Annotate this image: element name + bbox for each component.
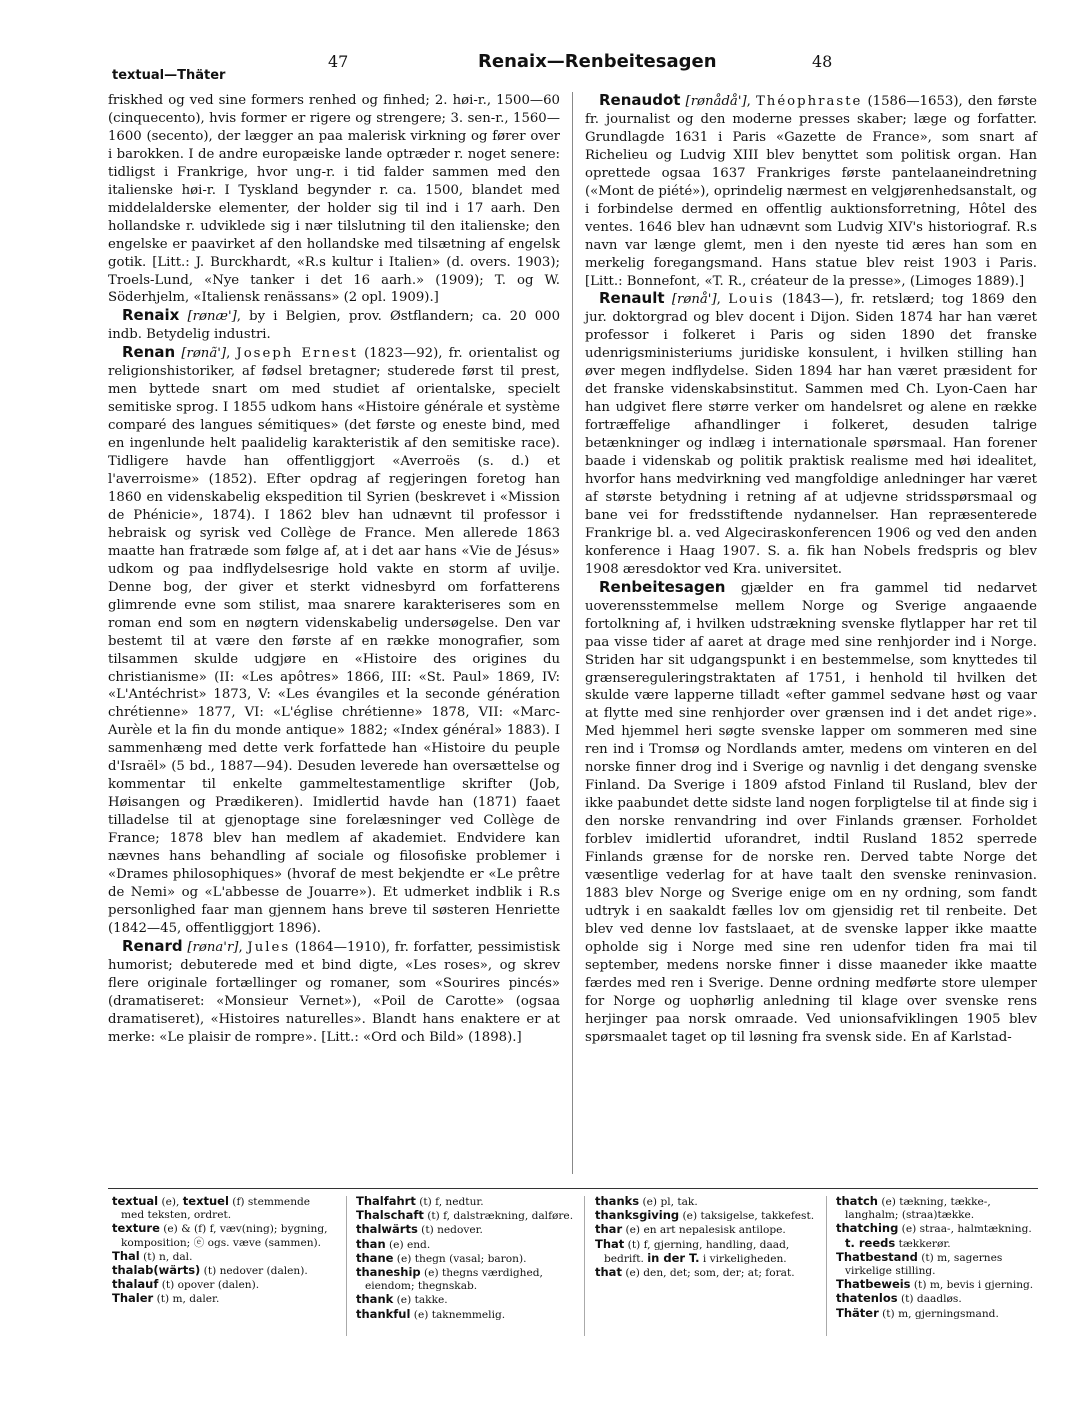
entry-text: (1843—), fr. retslærd; tog 1869 den jur. doktorgrad og blev docent i Dijon. Siden 1874 har han været professor i folkeret i Paris og siden 1890 det franske udenrigsministeriums juridiske konsulent, i hvilken stilling han øver megen indflydelse. Siden 1894 har han været præsident for det franske videnskabsinstitut. Sammen med Ch. Lyon-Caen har han udgivet flere større verker om handelsret og alene en række fortræffelige afhandlinger i folkeret, desuden talrige betænkninger og indlæg i internationale spørsmaal. Han forener baade i videnskab og politik praktisk realisme med høi idealitet, hvorfor hans medvirkning ved mangfoldige anledninger har været af største betydning i retning af at udjevne stridsspørsmaal og bane vei for fredsstiftende nydannelser. Han repræsenterede Frankrige bl. a. ved Algeciraskonferencen 1906 og ved den anden konference i Haag 1907. S. a. fik han Nobels fredspris og blev 1908 æresdoktor ved Kra. universitet.: [585, 292, 1037, 577]
entry-renan: Renan [rønã'], Joseph Ernest (1823—92), fr. orientalist og religionshistoriker, af fødsel bretagner; studerede først til prest, men byttede snart om med studiet af orientalske, specielt semitiske sprog. I 1855 udkom hans «Histoire générale et système comparé des langues sémitiques» (det første og eneste bind, med en ingenlunde helt paalidelig karakteristik af den semitiske race). Tidligere havde han offentliggjort «Averroës (s. d.) et l'averroisme» (1852). Efter opdrag af regjeringen foretog han 1860 en videnskabelig ekspedition til Syrien (beskrevet i «Mission de Phénicie», 1874). I 1862 blev han udnævnt til professor i hebraisk og syrisk ved Collège de France. Men allerede 1863 maatte han fratræde som følge af, at i det aar hans «Vie de Jésus» udkom og paa indflydelsesrige hold vakte en storm af uvilje. Denne bog, der giver et sterkt vidnesbyrd om forfatterens glimrende evne som stilist, maa snarere karakteriseres som en roman end som en nøgtern videnskabelig undersøgelse. Den var bestemt til at være den første af en række monografier, som tilsammen skulde udgjøre en «Histoire des origines du christianisme» (II: «Les apôtres» 1866, III: «St. Paul» 1869, IV: «L'Antéchrist» 1873, V: «Les évangiles et la seconde génération chrétienne» 1877, VI: «L'église chrétienne» 1878, VII: «Marc-Aurèle et la fin du monde antique» 1882; «Index général» 1883). I sammenhæng med dette verk forfattede han «Histoire du peuple d'Israël» (5 bd., 1887—94). Desuden leverede han oversættelse og kommentar til enkelte gammeltestamentlige skrifter (Job, Høisangen og Prædikeren). Imidlertid havde han (1871) faaet tilladelse til at gjenoptage sine forelæsninger ved Collège de France; 1878 blev han medlem af akademiet. Endvidere kan nævnes hans behandling af sociale og filosofiske problemer i «Drames philosophiques» (hvoraf de mest bekjendte er «Le prêtre de Nemi» og «L'abbesse de Jouarre»). Et udmerket indblik i R.s personlighed faar man gjennem hans breve til søsteren Henriette (1842—45, offentliggjort 1896).: [108, 343, 560, 936]
glossary-column-4: [836, 1195, 1042, 1321]
person-name: Jules: [247, 939, 291, 955]
entry-renaix: [108, 307, 560, 344]
glossary-entry: Thalfahrt (t) f, nedtur.: [356, 1194, 484, 1208]
entry-renard: Renard [røna'r], Jules (1864—1910), fr. forfatter, pessimistisk humorist; debuterede med et bind digte, «Les roses», og skrev flere originale fortællinger og romaner, som «Sourires pincés» (dramatiseret: «Monsieur Vernet»), «Poil de Carotte» (ogsaa dramatiseret), «Histoires naturelles». Blandt hans enaktere er at merke: «Le plaisir de rompre». [Litt.: «Ord och Bild» (1898).]: [108, 936, 560, 1045]
person-name: Louis: [728, 292, 775, 308]
glossary-entry: Thatbestand (t) m, sagernes virkelige stilling.: [836, 1249, 1003, 1278]
glossary-entry: thaneship (e) thegns værdighed, eiendom; thegnskab.: [356, 1265, 543, 1293]
pronunciation: [rønæ']: [187, 309, 237, 325]
glossary-entry: texture (e) & (f) f, væv(ning); bygning, komposition; ⓔ ogs. væve (sammen).: [112, 1221, 328, 1249]
footer-divider: [584, 1196, 585, 1336]
glossary-entry: thank (e) takke.: [356, 1292, 448, 1307]
pronunciation: [rønå']: [671, 292, 717, 308]
glossary-entry: Thäter (t) m, gjerningsmand.: [836, 1305, 999, 1320]
entry-text: (1864—1910), fr. forfatter, pessimistisk humorist; debuterede med et bind digte, «Les roses», og skrev flere originale fortællinger og romaner, som «Sourires pincés» (dramatiseret: «Monsieur Vernet»), «Poil de Carotte» (ogsaa dramatiseret), «Histoires naturelles». Blandt hans enaktere er at merke: «Le plaisir de rompre». [Litt.: «Ord och Bild» (1898).]: [108, 939, 560, 1045]
glossary-entry: thanksgiving (e) taksigelse, takkefest.: [595, 1208, 815, 1223]
renaissance-continuation: friskhed og ved sine formers renhed og finhed; 2. høi-r., 1500—60 (cinquecento), hvis former er rigere og strengere; 3. sen-r., 1560—1600 (secento), der lægger an paa malerisk virkning og fører over i barokken. I de andre europæiske lande optræder r. noget senere: tidligst i Frankrige, hvor ung-r. i tid falder sammen med den italienske høi-r. I Tyskland begynder r. ca. 1500, blandet med middelalderske elementer, der holder sig til ind i 17 aarh. Den hollandske r. udviklede sig i nær tilslutning til den italienske; den engelske er paavirket af den hollandske med tilsætning af engelsk gotik. [Litt.: J. Burckhardt, «R.s kultur i Italien» (d. overs. 1903); Troels-Lund, «Nye tanker i det 16 aarh.» (1909); T. og W. Söderhjelm, «Italiensk renässans» (2 opl. 1909).]: [108, 93, 560, 306]
page-number-left: 47: [328, 52, 349, 71]
person-name: Théophraste: [755, 94, 863, 109]
pronunciation: [rønã']: [181, 346, 227, 362]
running-header-left: textual—Thäter: [112, 68, 226, 83]
glossary-entry: thalwärts (t) nedover.: [356, 1222, 483, 1237]
footer-divider: [346, 1196, 347, 1336]
glossary-entry: Thatbeweis (t) m, bevis i gjerning.: [836, 1277, 1034, 1292]
headword: Renbeitesagen: [599, 577, 726, 596]
column-divider: [572, 92, 573, 1174]
glossary-entry: Thal (t) n, dal.: [112, 1248, 193, 1263]
headword: Renault: [599, 289, 665, 308]
footer-divider: [826, 1196, 827, 1336]
page-title: Renaix—Renbeitesagen: [478, 51, 717, 72]
glossary-entry: thar (e) en art nepalesisk antilope.: [595, 1222, 786, 1237]
glossary-entry: thalauf (t) opover (dalen).: [112, 1277, 260, 1292]
glossary-entry: Thaler (t) m, daler.: [112, 1291, 220, 1306]
entry-text: , by i Belgien, prov. Østflandern; ca. 20 000 indb. Betydelig industri.: [108, 309, 560, 343]
right-column: [585, 92, 1037, 1047]
entry-text: gjælder en fra gammel tid nedarvet uoverensstemmelse mellem Norge og Sverige angaaende fortolkning af, i hvilken udstrækning svenske flytlapper har ret til paa visse tider af aaret at drage med sine renhjorder ind i Norge. Striden har sit udgangspunkt i en bestemmelse, som knyttedes til grænsereguleringstraktaten af 1751, i henhold til hvilken det skulde være lapperne tilladt «efter gammel sedvane høst og vaar at flytte med sine renhjorder over grænsen ind i det andet rige». Med hjemmel heri søgte svenske lapper om sommeren med sine ren ind i Tromsø og Nordlands amter, medens om vinteren en del norske finner drog ind i Sverige og navnlig i det dengang svenske Finland. Da Sverige i 1809 afstod Finland til Rusland, blev der ikke paabundet dette sidste land nogen forpligtelse til at finde sig i den norske renvandring ind over Finlands grænser. Forholdet forblev imidlertid uforandret, indtil Rusland 1852 sperrede Finlands grænse for de norske ren. Derved tabte Norge det væsentlige vederlag for at have taalt den svenske reninvasion. 1883 blev Norge og Sverige enige om en ny ordning, som fandt udtryk i en saakaldt fælles lov om gjensidig ret til renbeite. Det blev ved denne lov fastslaaet, at de svenske lapper ikke maatte opholde sig i Norge med sine ren udenfor tiden fra mai til september, medens norske finner i disse maaneder ikke maatte færdes med ren i Sverige. Denne ordning medførte store ulemper for Norge og uophørlig anledning til klage over svenske rens herjinger paa norsk omraade. Ved unionsafviklingen 1905 blev spørsmaalet taget op til løsning fra svensk side. En af Karlstad-: [585, 580, 1037, 1045]
headword: Renard: [122, 936, 183, 955]
entry-text: (1586—1653), den første fr. journalist og den moderne presses skaber; læge og forfatter. Grundlagde 1631 i Paris «Gazette de France», som snart af Richelieu og Ludvig XIII blev benyttet som politisk organ. Han oprettede ogsaa 1637 Frankriges første pantelaaneindretning («Mont de piété»), oprindelig nærmest en velgjørenhedsanstalt, og i forbindelse dermed en offentlig auktionsforretning, Hôtel des ventes. 1646 blev han udnævnt som Ludvig XIV's historiograf. R.s navn var længe glemt, men i den nyeste tid æres han som en merkelig foregangsmand. Hans statue blev reist 1903 i Paris. [Litt.: Bonnefont, «T. R., créateur de la presse», (Limoges 1889).]: [585, 94, 1037, 289]
glossary-entry: than (e) end.: [356, 1236, 431, 1251]
glossary-entry: That (t) f, gjerning, handling, daad, bedrift. in der T. i virkeligheden.: [595, 1236, 790, 1265]
glossary-entry: thane (e) thegn (vasal; baron).: [356, 1250, 527, 1265]
page-number-right: 48: [812, 52, 833, 71]
headword: Renan: [122, 343, 176, 362]
glossary-entry: Thalschaft (t) f, dalstrækning, dalføre.: [356, 1208, 574, 1223]
glossary-entry: thanks (e) pl, tak.: [595, 1194, 698, 1208]
headword: Renaudot: [599, 91, 681, 109]
glossary-entry: that (e) den, det; som, der; at; forat.: [595, 1265, 795, 1280]
footer-rule: [108, 1188, 1038, 1189]
glossary-column-2: [356, 1195, 576, 1322]
pronunciation: [røna'r]: [187, 939, 239, 955]
entry-renbeitesagen: [585, 579, 1037, 1047]
glossary-entry: textual (e), textuel (f) stemmende med teksten, ordret.: [112, 1194, 311, 1222]
glossary-entry: thalab(wärts) (t) nedover (dalen).: [112, 1263, 308, 1278]
pronunciation: [rønådå']: [685, 94, 747, 109]
glossary-entry: thatch (e) tækning, tække-, langhalm; (straa)tække.: [836, 1194, 991, 1222]
person-name: Joseph Ernest: [236, 346, 358, 362]
headword: Renaix: [122, 306, 180, 325]
entry-renault: Renault [rønå'], Louis (1843—), fr. retslærd; tog 1869 den jur. doktorgrad og blev docent i Dijon. Siden 1874 har han været professor i folkeret i Paris og siden 1890 det franske udenrigsministeriums juridiske konsulent, i hvilken stilling han øver megen indflydelse. Siden 1894 har han været præsident for det franske videnskabsinstitut. Sammen med Ch. Lyon-Caen har han udgivet flere større verker om handelsret og alene en række fortræffelige afhandlinger i folkeret, desuden talrige betænkninger og indlæg i internationale spørsmaal. Han forener baade i videnskab og politik praktisk realisme med høi idealitet, hvorfor hans medvirkning ved mangfoldige anledninger har været af største betydning i retning af at udjevne stridsspørsmaal og bane vei for fredsstiftende nydannelser. Han repræsenterede Frankrige bl. a. ved Algeciraskonferencen 1906 og ved den anden konference i Haag 1907. S. a. fik han Nobels fredspris og blev 1908 æresdoktor ved Kra. universitet.: [585, 289, 1037, 577]
entry-text: (1823—92), fr. orientalist og religionshistoriker, af fødsel bretagner; studerede først til prest, men byttede snart om med studiet af orientalske, specielt semitiske sprog. I 1855 udkom hans «Histoire générale et système comparé des langues sémitiques» (det første og eneste bind, med en ingenlunde helt paalidelig karakteristik af den semitiske race). Tidligere havde han offentliggjort «Averroës (s. d.) et l'averroisme» (1852). Efter opdrag af regjeringen foretog han 1860 en videnskabelig ekspedition til Syrien (beskrevet i «Mission de Phénicie», 1874). I 1862 blev han udnævnt til professor i hebraisk og syrisk ved Collège de France. Men allerede 1863 maatte han fratræde som følge af, at i det aar hans «Vie de Jésus» udkom og paa indflydelsesrige hold vakte en storm af uvilje. Denne bog, der giver et sterkt vidnesbyrd om forfatterens glimrende evne som stilist, maa snarere karakteriseres som en roman end som en nøgtern videnskabelig undersøgelse. Den var bestemt til at være den første af en række monografier, som tilsammen skulde udgjøre en «Histoire des origines du christianisme» (II: «Les apôtres» 1866, III: «St. Paul» 1869, IV: «L'Antéchrist» 1873, V: «Les évangiles et la seconde génération chrétienne» 1877, VI: «L'église chrétienne» 1878, VII: «Marc-Aurèle et la fin du monde antique» 1882; «Index général» 1883). I sammenhæng med dette verk forfattede han «Histoire du peuple d'Israël» (5 bd., 1887—94). Desuden leverede han oversættelse og kommentar til enkelte gammeltestamentlige skrifter (Job, Høisangen og Prædikeren). Imidlertid havde han (1871) faaet tilladelse til at gjenoptage sine forelæsninger ved Collège de France; 1878 blev han medlem af akademiet. Endvidere kan nævnes hans behandling af sociale og filosofiske problemer i «Drames philosophiques» (hvoraf de mest bekjendte er «Le prêtre de Nemi» og «L'abbesse de Jouarre»). Et udmerket indblik i R.s personlighed faar man gjennem hans breve til søsteren Henriette (1842—45, offentliggjort 1896).: [108, 346, 560, 936]
glossary-entry: thatching (e) straa-, halmtækning. t. reeds tækkerør.: [836, 1221, 1032, 1250]
glossary-entry: thankful (e) taknemmelig.: [356, 1306, 506, 1321]
glossary-column-1: [112, 1195, 332, 1307]
left-column: [108, 92, 560, 1047]
entry-renaudot: Renaudot [rønådå'], Théophraste (1586—1653), den første fr. journalist og den moderne presses skaber; læge og forfatter. Grundlagde 1631 i Paris «Gazette de France», som snart af Richelieu og Ludvig XIII blev benyttet som politisk organ. Han oprettede ogsaa 1637 Frankriges første pantelaaneindretning («Mont de piété»), oprindelig nærmest en velgjørenhedsanstalt, og i forbindelse dermed en offentlig auktionsforretning, Hôtel des ventes. 1646 blev han udnævnt som Ludvig XIV's historiograf. R.s navn var længe glemt, men i den nyeste tid æres han som en merkelig foregangsmand. Hans statue blev reist 1903 i Paris. [Litt.: Bonnefont, «T. R., créateur de la presse», (Limoges 1889).]: [585, 91, 1037, 289]
glossary-entry: thatenlos (t) daadløs.: [836, 1291, 962, 1306]
glossary-column-3: [595, 1195, 815, 1280]
